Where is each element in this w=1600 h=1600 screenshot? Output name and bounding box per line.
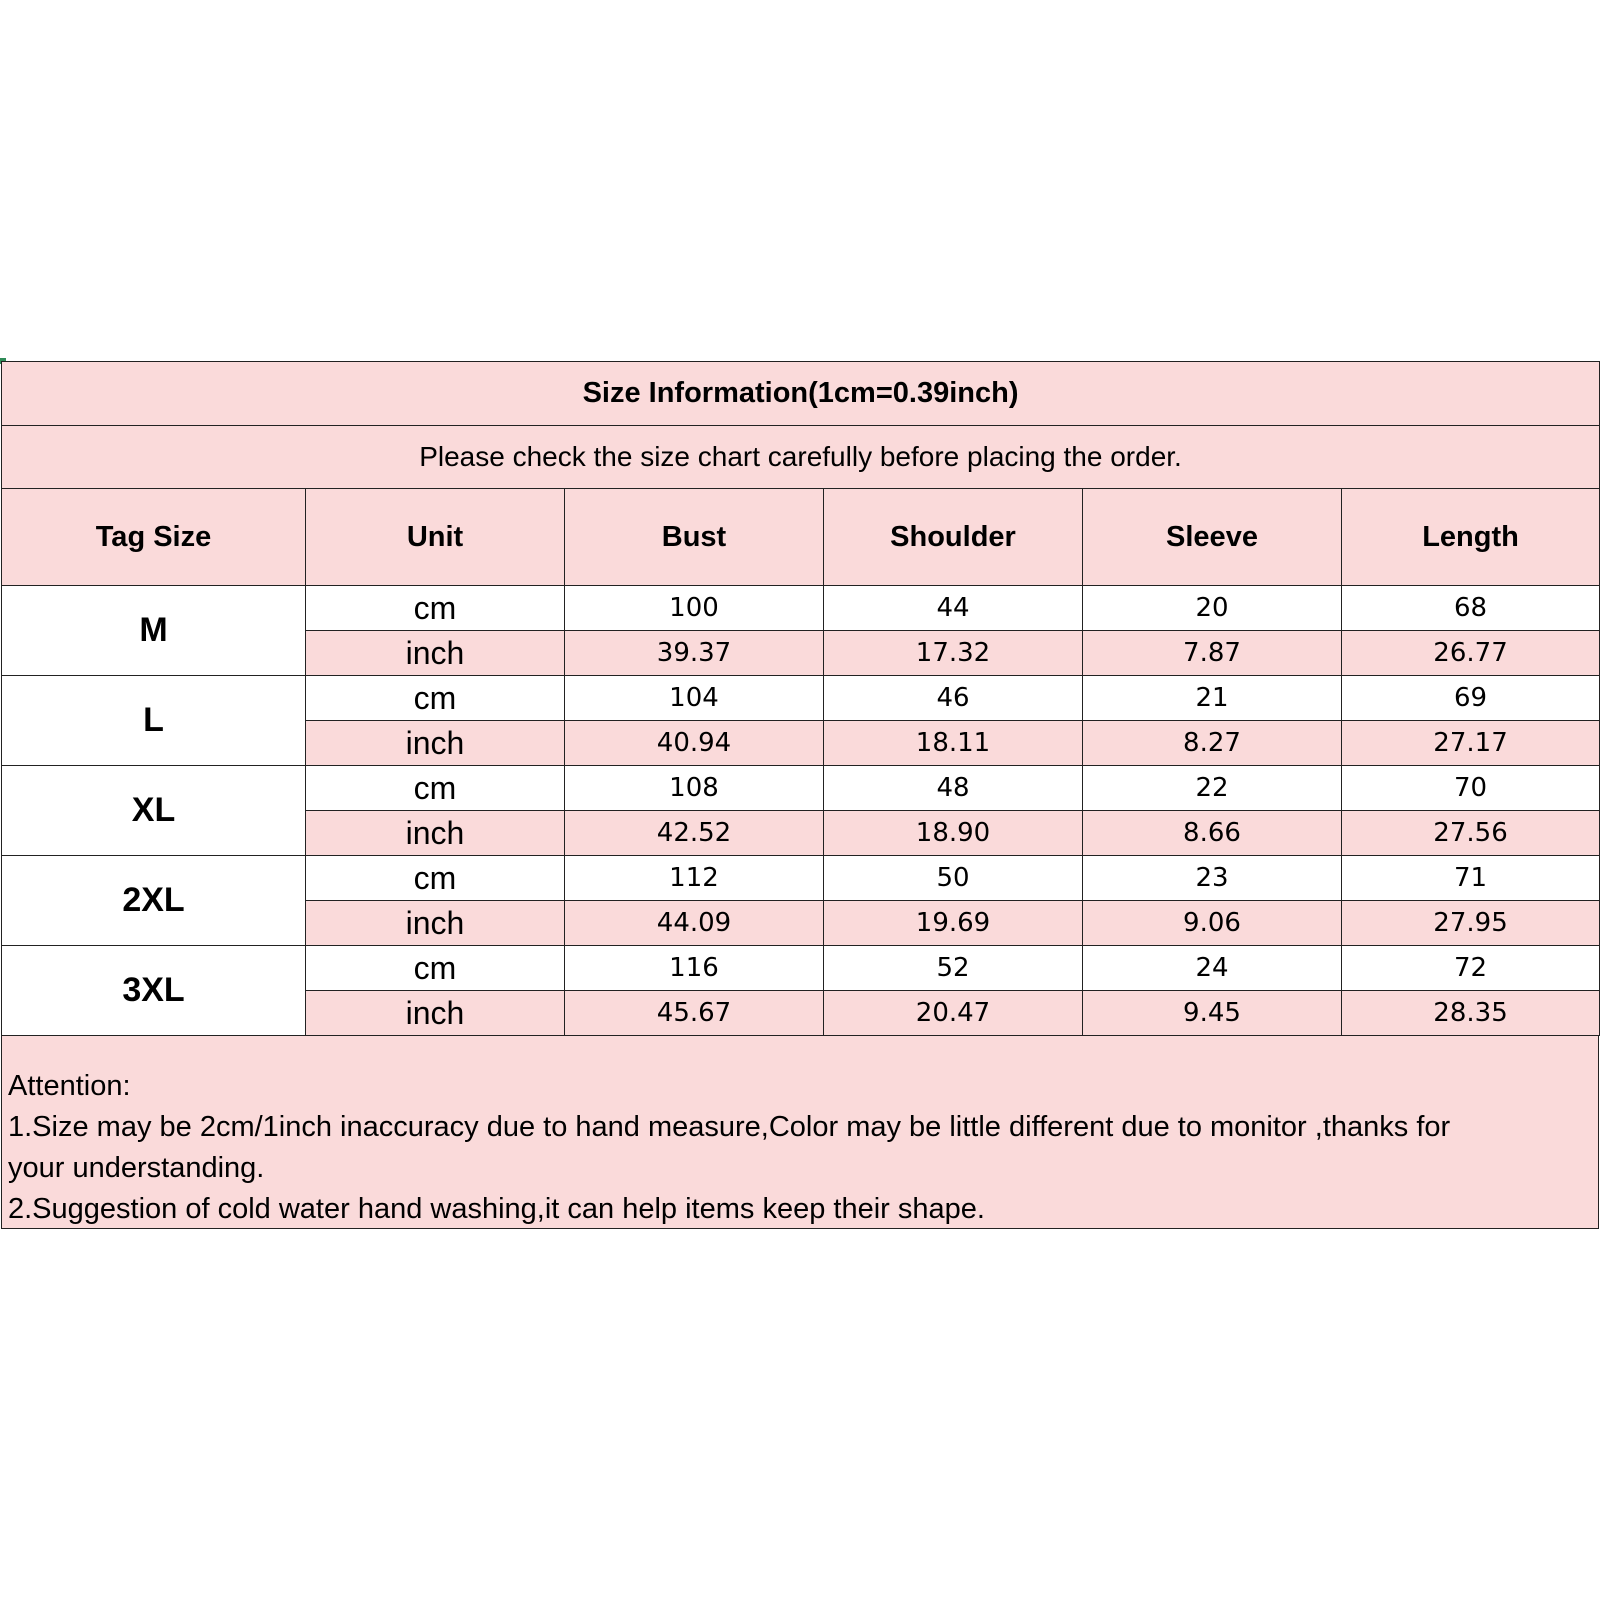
shoulder-inch-cell: 18.90 (824, 811, 1083, 856)
size-chart-sheet (1, 361, 1599, 1229)
sleeve-inch-cell: 8.66 (1083, 811, 1342, 856)
note-2: 2.Suggestion of cold water hand washing,it can help items keep their shape. (8, 1193, 985, 1225)
bust-cm-cell: 104 (565, 676, 824, 721)
tag-size-cell: XL (2, 766, 306, 856)
table-row (2, 766, 1600, 811)
shoulder-inch-cell: 20.47 (824, 991, 1083, 1036)
bust-cm-cell: 112 (565, 856, 824, 901)
unit-cell: cm (306, 766, 565, 811)
unit-cell: inch (306, 721, 565, 766)
chart-subtitle: Please check the size chart carefully before placing the order. (2, 426, 1600, 489)
note-1-continued: your understanding. (8, 1152, 265, 1184)
bust-cm-cell: 116 (565, 946, 824, 991)
sleeve-inch-cell: 9.06 (1083, 901, 1342, 946)
sleeve-cm-cell: 22 (1083, 766, 1342, 811)
shoulder-inch-cell: 17.32 (824, 631, 1083, 676)
bust-inch-cell: 40.94 (565, 721, 824, 766)
table-row (2, 946, 1600, 991)
tag-size-cell: M (2, 586, 306, 676)
tag-size-cell: 3XL (2, 946, 306, 1036)
unit-cell: inch (306, 811, 565, 856)
length-cm-cell: 69 (1342, 676, 1600, 721)
bust-inch-cell: 39.37 (565, 631, 824, 676)
length-cm-cell: 71 (1342, 856, 1600, 901)
sleeve-cm-cell: 23 (1083, 856, 1342, 901)
shoulder-inch-cell: 19.69 (824, 901, 1083, 946)
table-row (2, 856, 1600, 901)
unit-cell: inch (306, 901, 565, 946)
notes-heading: Attention: (8, 1070, 131, 1102)
length-inch-cell: 27.56 (1342, 811, 1600, 856)
shoulder-inch-cell: 18.11 (824, 721, 1083, 766)
shoulder-cm-cell: 48 (824, 766, 1083, 811)
sleeve-inch-cell: 8.27 (1083, 721, 1342, 766)
size-chart-body (2, 362, 1600, 1036)
unit-cell: cm (306, 676, 565, 721)
header-row (2, 489, 1600, 586)
header-unit: Unit (306, 489, 565, 586)
size-chart-table (1, 361, 1600, 1036)
length-cm-cell: 70 (1342, 766, 1600, 811)
header-shoulder: Shoulder (824, 489, 1083, 586)
chart-title: Size Information(1cm=0.39inch) (2, 362, 1600, 426)
bust-inch-cell: 44.09 (565, 901, 824, 946)
tag-size-cell: L (2, 676, 306, 766)
header-sleeve: Sleeve (1083, 489, 1342, 586)
table-row (2, 586, 1600, 631)
note-1: 1.Size may be 2cm/1inch inaccuracy due to hand measure,Color may be little different due to monitor ,thanks for (8, 1111, 1451, 1143)
shoulder-cm-cell: 44 (824, 586, 1083, 631)
shoulder-cm-cell: 52 (824, 946, 1083, 991)
sleeve-cm-cell: 20 (1083, 586, 1342, 631)
length-inch-cell: 28.35 (1342, 991, 1600, 1036)
length-inch-cell: 27.95 (1342, 901, 1600, 946)
unit-cell: cm (306, 856, 565, 901)
tag-size-cell: 2XL (2, 856, 306, 946)
unit-cell: inch (306, 991, 565, 1036)
sleeve-cm-cell: 24 (1083, 946, 1342, 991)
table-row (2, 676, 1600, 721)
unit-cell: cm (306, 946, 565, 991)
bust-cm-cell: 100 (565, 586, 824, 631)
unit-cell: inch (306, 631, 565, 676)
header-tag-size: Tag Size (2, 489, 306, 586)
bust-inch-cell: 45.67 (565, 991, 824, 1036)
shoulder-cm-cell: 46 (824, 676, 1083, 721)
unit-cell: cm (306, 586, 565, 631)
sleeve-inch-cell: 7.87 (1083, 631, 1342, 676)
header-length: Length (1342, 489, 1600, 586)
length-inch-cell: 26.77 (1342, 631, 1600, 676)
header-bust: Bust (565, 489, 824, 586)
sleeve-inch-cell: 9.45 (1083, 991, 1342, 1036)
length-inch-cell: 27.17 (1342, 721, 1600, 766)
sleeve-cm-cell: 21 (1083, 676, 1342, 721)
length-cm-cell: 68 (1342, 586, 1600, 631)
shoulder-cm-cell: 50 (824, 856, 1083, 901)
bust-cm-cell: 108 (565, 766, 824, 811)
attention-notes (1, 1036, 1599, 1229)
bust-inch-cell: 42.52 (565, 811, 824, 856)
length-cm-cell: 72 (1342, 946, 1600, 991)
